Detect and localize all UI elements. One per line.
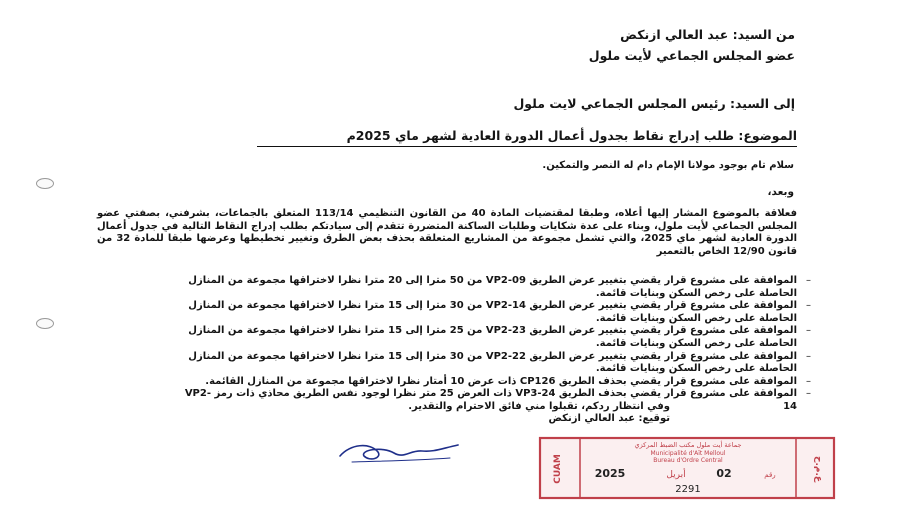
stamp-date: 02 bbox=[716, 467, 732, 480]
recipient-line: إلى السيد: رئيس المجلس الجماعي لايت ملول bbox=[513, 96, 795, 111]
stamp-number-label: رقم bbox=[764, 471, 776, 479]
request-item: – الموافقة على مشروع قرار يقضي بتغيير عرض الطريق VP2-09 من 50 مترا إلى 20 مترا نظرا لاختراقها مجموعة من المنازل الحاصلة على رخص السكن وبنايات قائمة. bbox=[172, 275, 797, 300]
closing-line: وفي انتظار ردكم، تقبلوا مني فائق الاحترام والتقدير. bbox=[408, 401, 670, 412]
reception-stamp bbox=[538, 436, 836, 500]
stamp-side-mark: ع.م.ح bbox=[813, 455, 823, 483]
signature-label: توقيع: عبد العالي ازنكض bbox=[548, 413, 670, 424]
sender-title: عضو المجلس الجماعي لأيت ملول bbox=[588, 48, 795, 63]
stamp-month: أبريل bbox=[666, 470, 686, 480]
request-item: – الموافقة على مشروع قرار يقضي بتغيير عرض الطريق VP2-23 من 25 مترا إلى 15 مترا نظرا لاختراقها مجموعة من المنازل الحاصلة على رخص السكن وبنايات قائمة. bbox=[172, 325, 797, 350]
stamp-number: 2291 bbox=[675, 484, 701, 495]
request-item: – الموافقة على مشروع قرار يقضي بحذف الطريق VP3-24 ذات العرض 25 متر نظرا لوجود نفس الطريق محاذي ذات رمز VP2-14 bbox=[172, 388, 797, 413]
sender-block bbox=[435, 24, 795, 66]
opening-line: وبعد، bbox=[767, 186, 794, 198]
stamp-municipality: Municipalité d'Aït Melloul bbox=[650, 450, 726, 457]
stamp-code: CUAM bbox=[553, 454, 563, 484]
request-item: – الموافقة على مشروع قرار يقضي بتغيير عرض الطريق VP2-22 من 30 مترا إلى 15 مترا نظرا لاختراقها مجموعة من المنازل الحاصلة على رخص السكن وبنايات قائمة. bbox=[172, 351, 797, 376]
stamp-year: 2025 bbox=[594, 467, 626, 480]
punch-hole-icon bbox=[36, 318, 54, 329]
greeting-line: سلام تام بوجود مولانا الإمام دام له النصر والتمكين. bbox=[542, 160, 794, 171]
request-item: – الموافقة على مشروع قرار يقضي بتغيير عرض الطريق VP2-14 من 30 مترا إلى 15 مترا نظرا لاختراقها مجموعة من المنازل الحاصلة على رخص السكن وبنايات قائمة. bbox=[172, 300, 797, 325]
request-item: – الموافقة على مشروع قرار يقضي بحذف الطريق CP126 ذات عرض 10 أمتار نظرا لاختراقها مجموعة من المنازل القائمة. bbox=[172, 376, 797, 389]
stamp-arabic-header: جماعة أيت ملول مكتب الضبط المركزي bbox=[634, 441, 742, 449]
request-items-list bbox=[172, 275, 797, 414]
handwritten-signature-icon bbox=[330, 436, 465, 470]
punch-hole-icon bbox=[36, 178, 54, 189]
stamp-office: Bureau d'Ordre Central bbox=[653, 457, 723, 464]
closing-block bbox=[250, 401, 670, 425]
sender-name: من السيد: عبد العالي ازنكض bbox=[620, 27, 795, 42]
intro-paragraph: فعلاقة بالموضوع المشار إليها أعلاه، وطبقا لمقتضيات المادة 40 من القانون التنظيمي 113/14 المتعلق بالجماعات، بشرفني، بصفتي عضو المجلس الجماعي لأيت ملول، وبناء على عدة شكايات وطلبات الساكنة المتضررة تتقدم إلى سيادتكم بطلب إدراج النقاط التالية في جدول أعمال الدورة العادية لشهر ماي 2025، والتي تشمل مجموعة من المشاريع المتعلقة بحذف بعض الطرق وتغيير تخطيطها وعرضها طبقا للمادة 32 من قانون 12/90 الخاص بالتعمير bbox=[97, 208, 798, 257]
subject-line: الموضوع: طلب إدراج نقاط بجدول أعمال الدورة العادية لشهر ماي 2025م bbox=[257, 128, 797, 147]
